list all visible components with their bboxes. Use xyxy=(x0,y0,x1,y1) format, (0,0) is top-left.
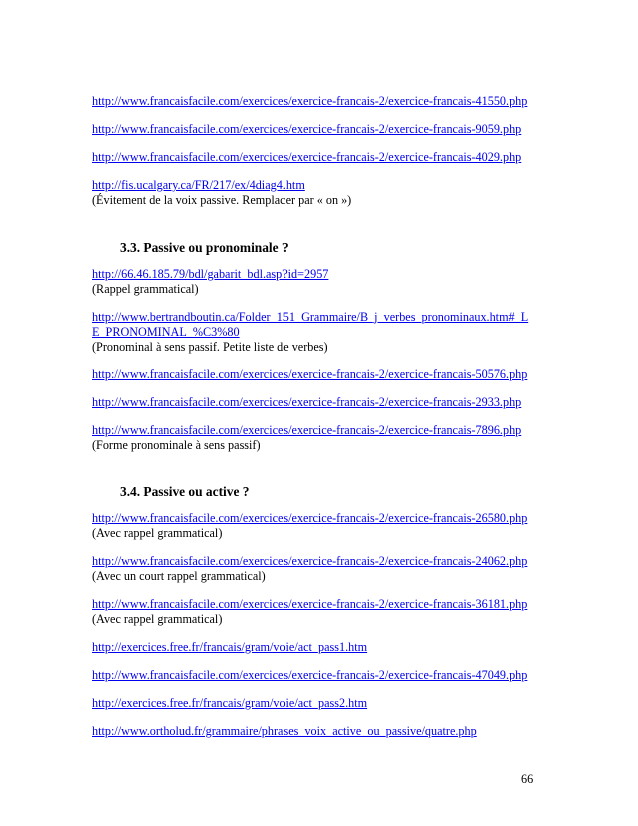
link-francaisfacile-41550[interactable]: http://www.francaisfacile.com/exercices/exercice-francais-2/exercice-francais-41550.php xyxy=(92,94,528,108)
link-francaisfacile-4029[interactable]: http://www.francaisfacile.com/exercices/exercice-francais-2/exercice-francais-4029.php xyxy=(92,150,522,164)
link-bertrandboutin-part2[interactable]: E_PRONOMINAL_%C3%80 xyxy=(92,325,240,339)
link-bdl-gabarit[interactable]: http://66.46.185.79/bdl/gabarit_bdl.asp?id=2957 xyxy=(92,267,329,281)
link-francaisfacile-2933[interactable]: http://www.francaisfacile.com/exercices/exercice-francais-2/exercice-francais-2933.php xyxy=(92,395,522,409)
link-exercices-free-act-pass2[interactable]: http://exercices.free.fr/francais/gram/voie/act_pass2.htm xyxy=(92,696,368,710)
link-francaisfacile-36181[interactable]: http://www.francaisfacile.com/exercices/exercice-francais-2/exercice-francais-36181.php xyxy=(92,597,528,611)
note-avec-rappel-grammatical: (Avec rappel grammatical) xyxy=(92,526,223,540)
link-exercices-free-act-pass1[interactable]: http://exercices.free.fr/francais/gram/voie/act_pass1.htm xyxy=(92,640,368,654)
link-francaisfacile-7896[interactable]: http://www.francaisfacile.com/exercices/exercice-francais-2/exercice-francais-7896.php xyxy=(92,423,522,437)
link-ortholud-quatre[interactable]: http://www.ortholud.fr/grammaire/phrases_voix_active_ou_passive/quatre.php xyxy=(92,724,477,738)
note-pronominal-sens-passif: (Pronominal à sens passif. Petite liste de verbes) xyxy=(92,340,328,354)
note-rappel-grammatical: (Rappel grammatical) xyxy=(92,282,199,296)
link-francaisfacile-47049[interactable]: http://www.francaisfacile.com/exercices/exercice-francais-2/exercice-francais-47049.php xyxy=(92,668,528,682)
link-francaisfacile-50576[interactable]: http://www.francaisfacile.com/exercices/exercice-francais-2/exercice-francais-50576.php xyxy=(92,367,528,381)
link-bertrandboutin-part1[interactable]: http://www.bertrandboutin.ca/Folder_151_Grammaire/B_j_verbes_pronominaux.htm#_L xyxy=(92,310,529,324)
note-court-rappel-grammatical: (Avec un court rappel grammatical) xyxy=(92,569,266,583)
section-heading-3-3: 3.3. Passive ou pronominale ? xyxy=(120,240,289,255)
note-avec-rappel-grammatical-2: (Avec rappel grammatical) xyxy=(92,612,223,626)
link-francaisfacile-9059[interactable]: http://www.francaisfacile.com/exercices/exercice-francais-2/exercice-francais-9059.php xyxy=(92,122,522,136)
link-francaisfacile-24062[interactable]: http://www.francaisfacile.com/exercices/exercice-francais-2/exercice-francais-24062.php xyxy=(92,554,528,568)
note-evitement-voix-passive: (Évitement de la voix passive. Remplacer par « on ») xyxy=(92,193,352,207)
section-heading-3-4: 3.4. Passive ou active ? xyxy=(120,484,250,499)
page-number: 66 xyxy=(521,772,534,786)
note-forme-pronominale: (Forme pronominale à sens passif) xyxy=(92,438,261,452)
link-francaisfacile-26580[interactable]: http://www.francaisfacile.com/exercices/exercice-francais-2/exercice-francais-26580.php xyxy=(92,511,528,525)
link-ucalgary-4diag4[interactable]: http://fis.ucalgary.ca/FR/217/ex/4diag4.htm xyxy=(92,178,305,192)
